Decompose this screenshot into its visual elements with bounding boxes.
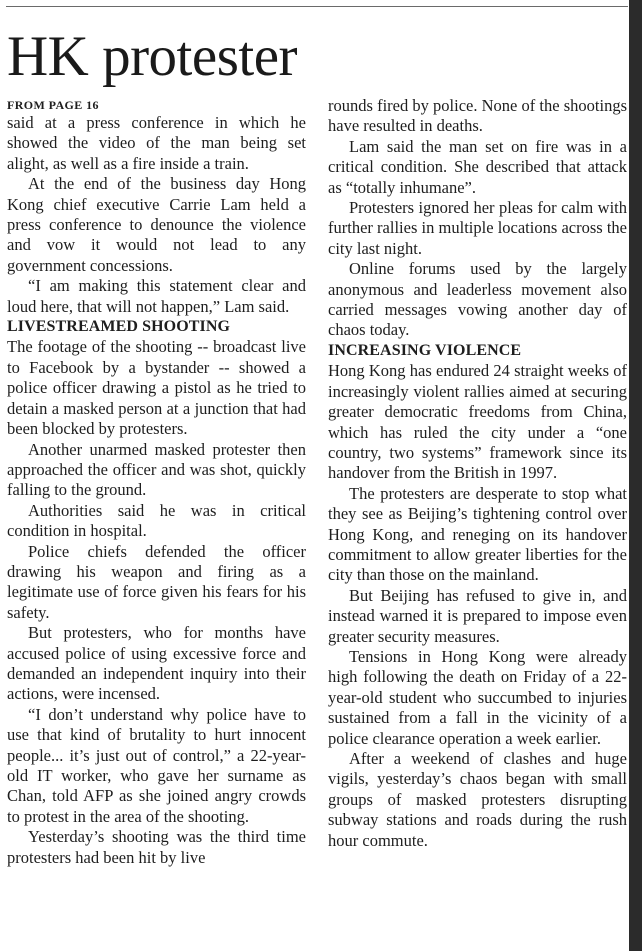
paragraph: “I am making this statement clear and loud here, that will not happen,” Lam said. (7, 276, 306, 316)
paragraph: Lam said the man set on fire was in a critical condition. She described that attack as “totally inhumane”. (328, 136, 627, 197)
subheading: LIVESTREAMED SHOOTING (7, 318, 231, 336)
left-column (7, 96, 306, 868)
paragraph: Protesters ignored her pleas for calm with further rallies in multiple locations across the city last night. (328, 198, 627, 258)
paragraph: The footage of the shooting -- broadcast live to Facebook by a bystander -- showed a police officer drawing a pistol as he tried to detain a masked person at a junction that had been blocked by protesters. (7, 337, 306, 439)
paragraph: “I don’t understand why police have to use that kind of brutality to hurt innocent people... it’s just out of control,” a 22-year-old IT worker, who gave her surname as Chan, told AFP as she joined angry crowds to protest in the area of the shooting. (7, 704, 306, 826)
paragraph: Online forums used by the largely anonymous and leaderless movement also carried messages vowing another day of chaos today. (328, 259, 627, 340)
paragraph: Authorities said he was in critical condition in hospital. (7, 500, 306, 541)
paragraph: Tensions in Hong Kong were already high following the death on Friday of a 22-year-old student who succumbed to injuries sustained from a fall in the vicinity of a police clearance operation a week earlier. (328, 646, 627, 748)
paragraph: Yesterday’s shooting was the third time protesters had been hit by live (7, 827, 306, 867)
top-rule (6, 6, 628, 7)
paragraph: The protesters are desperate to stop what they see as Beijing’s tightening control over Hong Kong, and reneging on its handover commitment to allow greater liberties for the city than those on the mainland. (328, 483, 627, 585)
paragraph: But protesters, who for months have accused police of using excessive force and demanded an independent inquiry into their actions, were incensed. (7, 623, 306, 704)
paragraph: rounds fired by police. None of the shootings have resulted in deaths. (328, 96, 627, 136)
paragraph: At the end of the business day Hong Kong chief executive Carrie Lam held a press conference to denounce the violence and vow it would not lead to any government concessions. (7, 174, 306, 275)
page-edge-shadow (629, 0, 642, 951)
continuation-label: FROM PAGE 16 (7, 98, 99, 112)
paragraph: But Beijing has refused to give in, and instead warned it is prepared to impose even greater security measures. (328, 585, 627, 646)
subheading: INCREASING VIOLENCE (328, 341, 522, 359)
paragraph: said at a press conference in which he showed the video of the man being set alight, as well as a fire inside a train. (7, 113, 306, 173)
paragraph: Hong Kong has endured 24 straight weeks of increasingly violent rallies aimed at securing greater democratic freedoms from China, which has ruled the city under a “one country, two systems” framework since its handover from the British in 1997. (328, 361, 627, 483)
paragraph: After a weekend of clashes and huge vigils, yesterday’s chaos began with small groups of masked protesters disrupting subway stations and roads during the rush hour commute. (328, 749, 627, 850)
paragraph: Another unarmed masked protester then approached the officer and was shot, quickly falling to the ground. (7, 439, 306, 500)
paragraph: Police chiefs defended the officer drawing his weapon and firing as a legitimate use of force given his fears for his safety. (7, 541, 306, 622)
right-column (328, 96, 627, 851)
headline: HK protester (7, 25, 297, 88)
